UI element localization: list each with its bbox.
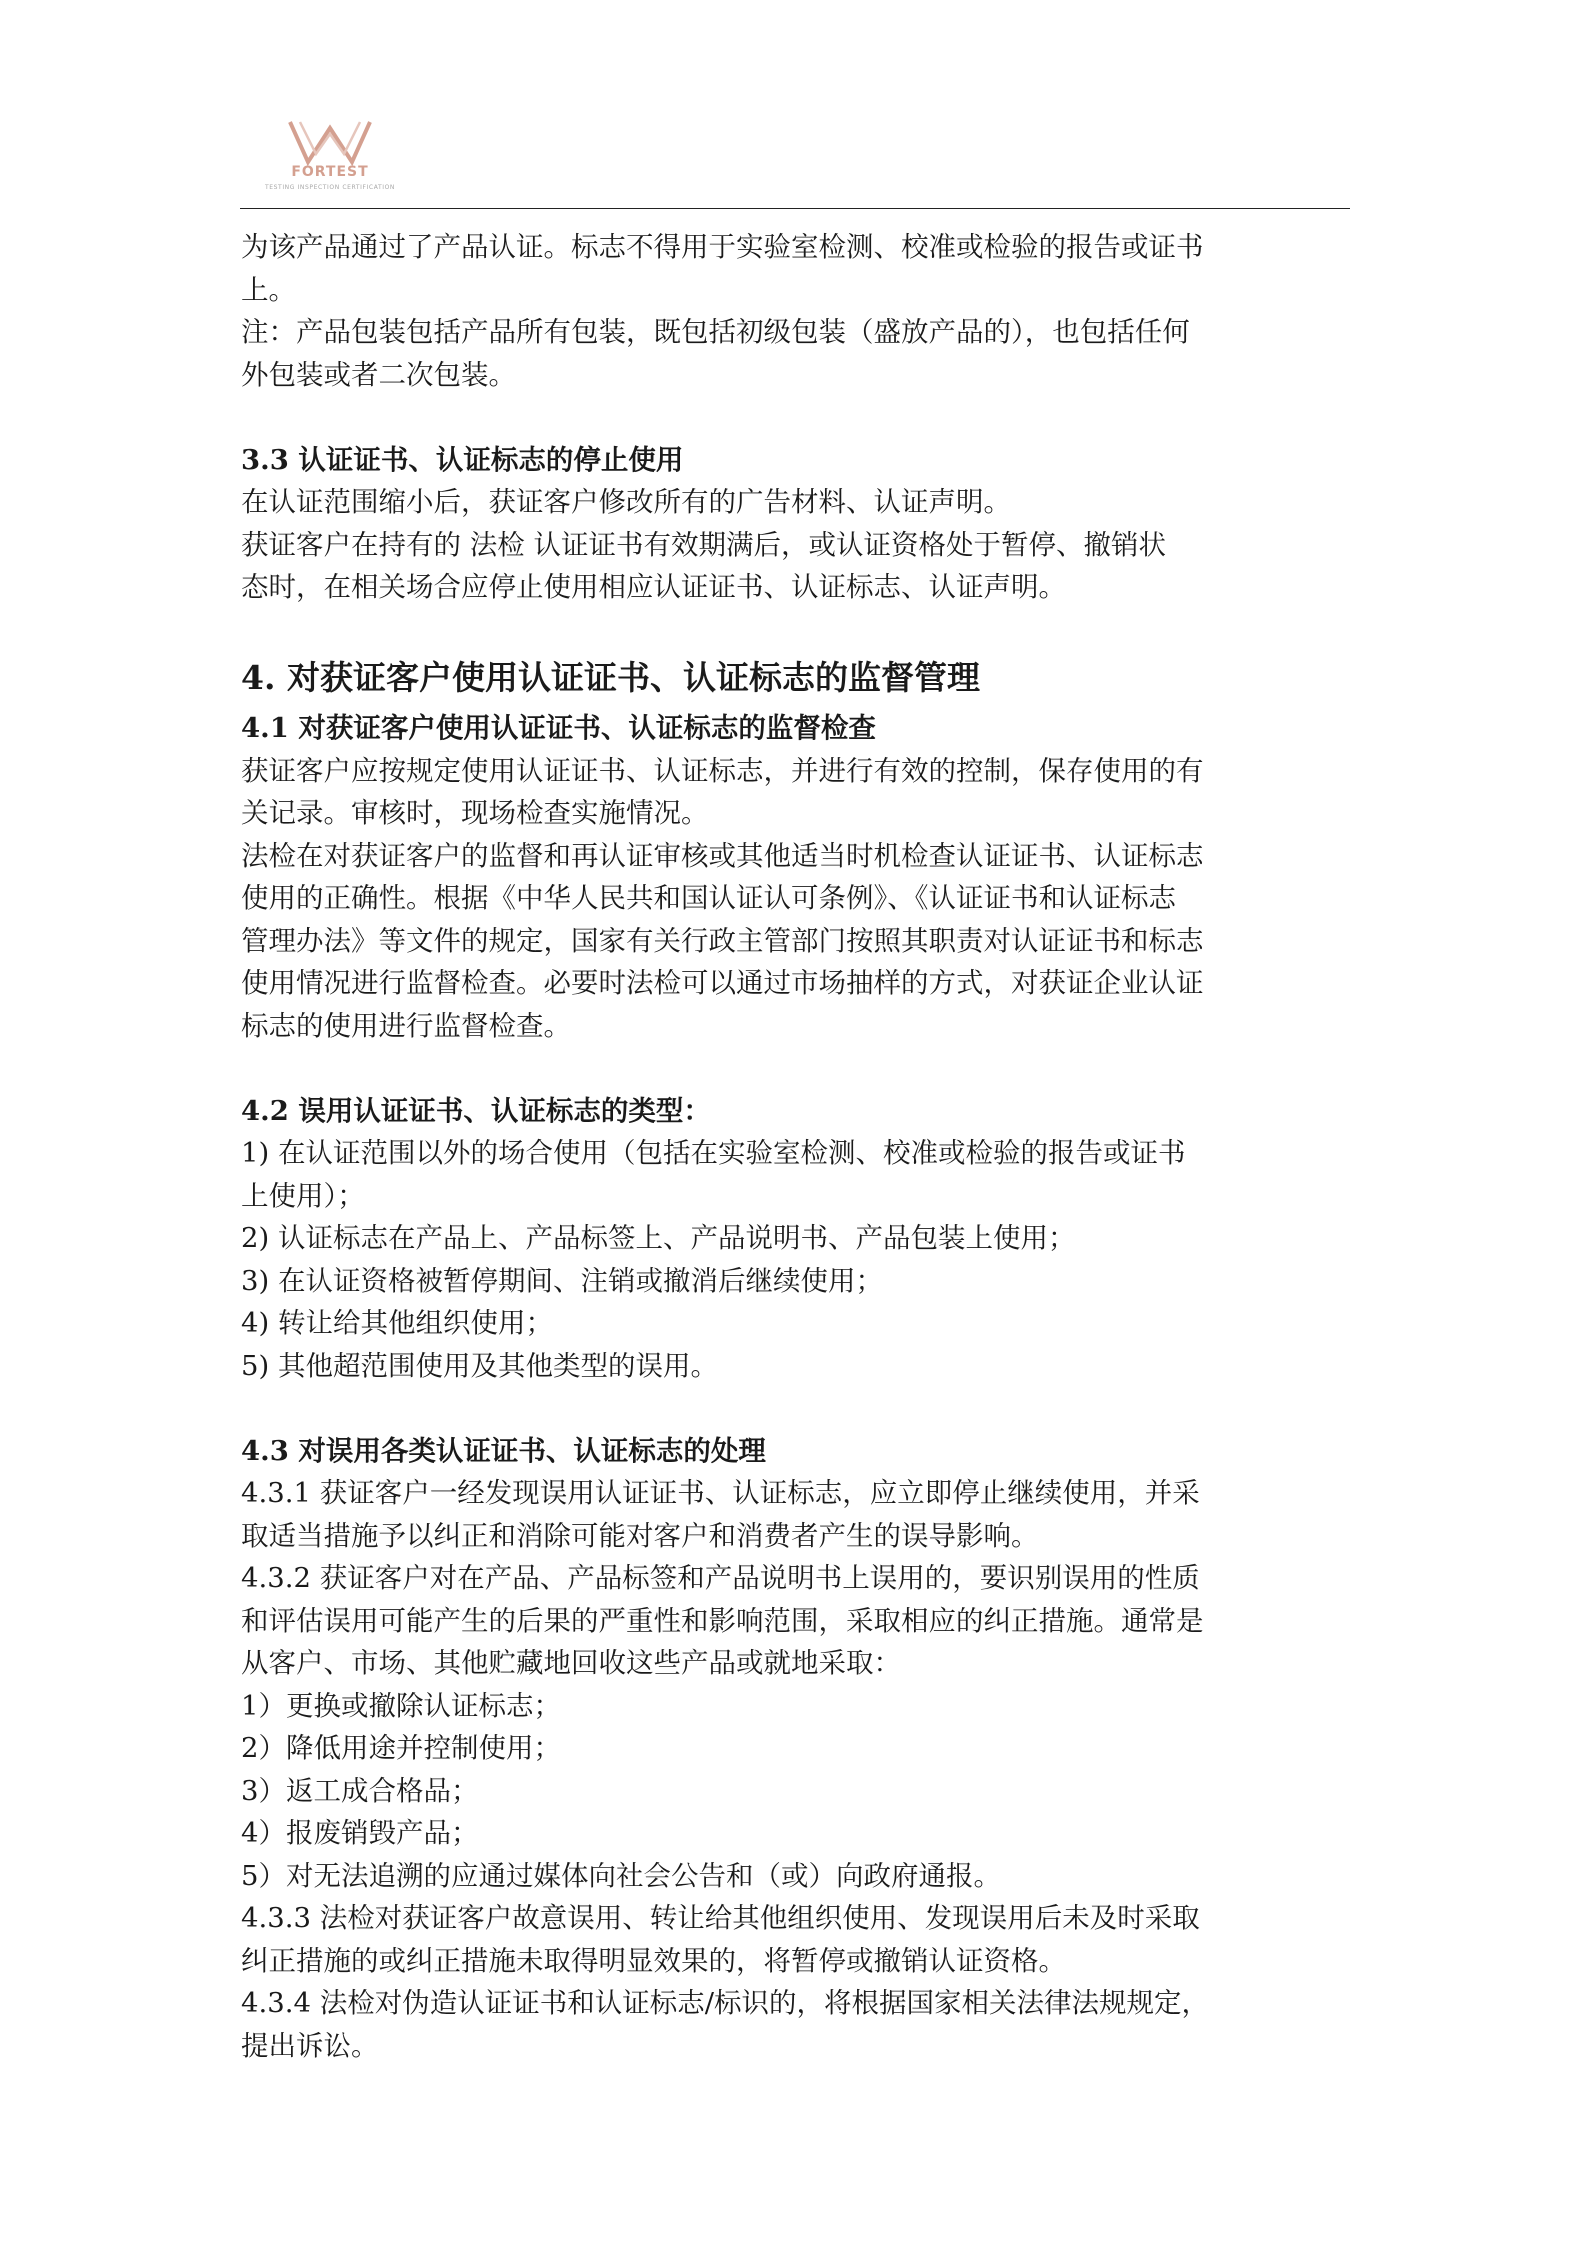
header-divider bbox=[240, 208, 1350, 209]
paragraph-line: 4.3.1 获证客户一经发现误用认证证书、认证标志，应立即停止继续使用，并采 bbox=[241, 1477, 1200, 1509]
note-line: 注：产品包装包括产品所有包装，既包括初级包装（盛放产品的），也包括任何 bbox=[241, 316, 1190, 348]
paragraph-line: 获证客户在持有的 法检 认证证书有效期满后，或认证资格处于暂停、撤销状 bbox=[241, 528, 1166, 561]
document-body bbox=[241, 226, 1351, 2067]
section-3-3-heading: 3.3 认证证书、认证标志的停止使用 bbox=[241, 443, 684, 476]
list-item: 4）报废销毁产品； bbox=[241, 1817, 479, 1849]
paragraph-line: 标志的使用进行监督检查。 bbox=[241, 1009, 571, 1042]
section-4-heading: 4. 对获证客户使用认证证书、认证标志的监督管理 bbox=[241, 658, 980, 697]
paragraph-line: 态时，在相关场合应停止使用相应认证证书、认证标志、认证声明。 bbox=[241, 571, 1066, 603]
list-item: 4) 转让给其他组织使用； bbox=[241, 1307, 553, 1339]
list-item: 1）更换或撤除认证标志； bbox=[241, 1689, 561, 1722]
paragraph-line: 在认证范围缩小后，获证客户修改所有的广告材料、认证声明。 bbox=[241, 486, 1011, 518]
paragraph-line: 关记录。审核时，现场检查实施情况。 bbox=[241, 797, 709, 829]
spacer bbox=[241, 396, 1351, 439]
paragraph-line: 获证客户应按规定使用认证证书、认证标志，并进行有效的控制，保存使用的有 bbox=[241, 754, 1204, 787]
paragraph-line: 4.3.3 法检对获证客户故意误用、转让给其他组织使用、发现误用后未及时采取 bbox=[241, 1902, 1200, 1934]
paragraph-line: 4.3.4 法检对伪造认证证书和认证标志/标识的，将根据国家相关法律法规规定， bbox=[241, 1987, 1209, 2019]
paragraph-line: 从客户、市场、其他贮藏地回收这些产品或就地采取： bbox=[241, 1647, 901, 1679]
paragraph-line: 法检在对获证客户的监督和再认证审核或其他适当时机检查认证证书、认证标志 bbox=[241, 839, 1204, 872]
paragraph-line: 使用的正确性。根据《中华人民共和国认证认可条例》、《认证证书和认证标志 bbox=[241, 882, 1176, 914]
spacer bbox=[241, 1387, 1351, 1430]
paragraph-line: 上。 bbox=[241, 273, 296, 306]
section-4-2-heading: 4.2 误用认证证书、认证标志的类型： bbox=[241, 1094, 711, 1127]
paragraph-line: 取适当措施予以纠正和消除可能对客户和消费者产生的误导影响。 bbox=[241, 1519, 1039, 1552]
list-item: 5）对无法追溯的应通过媒体向社会公告和（或）向政府通报。 bbox=[241, 1859, 1001, 1892]
list-item: 2) 认证标志在产品上、产品标签上、产品说明书、产品包装上使用； bbox=[241, 1222, 1076, 1254]
paragraph-line: 和评估误用可能产生的后果的严重性和影响范围，采取相应的纠正措施。通常是 bbox=[241, 1604, 1204, 1637]
section-4-3-heading: 4.3 对误用各类认证证书、认证标志的处理 bbox=[241, 1434, 766, 1467]
paragraph-line: 使用情况进行监督检查。必要时法检可以通过市场抽样的方式，对获证企业认证 bbox=[241, 967, 1204, 999]
logo-name: FORTEST bbox=[291, 164, 369, 180]
list-item: 2）降低用途并控制使用； bbox=[241, 1732, 561, 1764]
paragraph-line: 为该产品通过了产品认证。标志不得用于实验室检测、校准或检验的报告或证书 bbox=[241, 231, 1204, 263]
paragraph-line: 纠正措施的或纠正措施未取得明显效果的，将暂停或撤销认证资格。 bbox=[241, 1944, 1066, 1977]
section-4-1-heading: 4.1 对获证客户使用认证证书、认证标志的监督检查 bbox=[241, 712, 876, 744]
paragraph-line: 管理办法》等文件的规定，国家有关行政主管部门按照其职责对认证证书和标志 bbox=[241, 924, 1204, 957]
list-item: 5) 其他超范围使用及其他类型的误用。 bbox=[241, 1349, 718, 1382]
list-item: 3) 在认证资格被暂停期间、注销或撤消后继续使用； bbox=[241, 1264, 883, 1297]
paragraph-line: 4.3.2 获证客户对在产品、产品标签和产品说明书上误用的，要识别误用的性质 bbox=[241, 1562, 1200, 1594]
list-item: 上使用）； bbox=[241, 1179, 365, 1212]
list-item: 3）返工成合格品； bbox=[241, 1774, 479, 1807]
fortest-w-mark-icon bbox=[288, 120, 372, 166]
note-line: 外包装或者二次包装。 bbox=[241, 358, 516, 391]
fortest-logo bbox=[240, 116, 420, 200]
logo-tagline: TESTING INSPECTION CERTIFICATION bbox=[264, 184, 395, 191]
spacer bbox=[241, 609, 1351, 652]
page-header bbox=[240, 116, 1350, 210]
spacer bbox=[241, 1047, 1351, 1090]
list-item: 1) 在认证范围以外的场合使用（包括在实验室检测、校准或检验的报告或证书 bbox=[241, 1137, 1186, 1169]
paragraph-line: 提出诉讼。 bbox=[241, 2029, 379, 2062]
